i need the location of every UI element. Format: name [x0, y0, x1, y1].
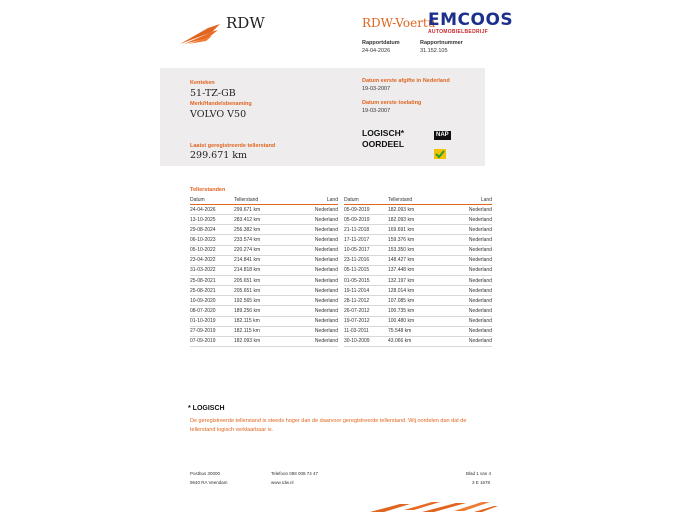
cell-datum: 06-10-2023	[190, 235, 234, 245]
footer-code: 3 E 1678	[472, 480, 491, 485]
cell-datum: 10-05-2017	[344, 245, 388, 255]
cell-datum: 01-10-2019	[190, 316, 234, 326]
table-row	[344, 326, 492, 336]
table-row	[344, 255, 492, 265]
cell-datum: 25-08-2021	[190, 286, 234, 296]
table-row	[344, 336, 492, 346]
cell-datum: 19-07-2012	[344, 316, 388, 326]
cell-tellerstand: 159.376 km	[388, 235, 444, 245]
oordeel-verdict	[362, 128, 404, 150]
table-row	[344, 286, 492, 296]
cell-tellerstand: 107.085 km	[388, 296, 444, 306]
tellerstand-label: Laatst geregistreerde tellerstand	[190, 143, 276, 149]
table-row	[190, 205, 338, 215]
table-row	[190, 255, 338, 265]
cell-datum: 28-11-2012	[344, 296, 388, 306]
cell-tellerstand: 100.735 km	[388, 306, 444, 316]
cell-tellerstand: 256.382 km	[234, 225, 290, 235]
cell-land: Nederland	[444, 255, 492, 265]
cell-tellerstand: 153.350 km	[388, 245, 444, 255]
cell-land: Nederland	[444, 205, 492, 215]
cell-tellerstand: 128.014 km	[388, 286, 444, 296]
table-row	[344, 316, 492, 326]
cell-datum: 08-07-2020	[190, 306, 234, 316]
cell-datum: 27-09-2019	[190, 326, 234, 336]
merk-value: VOLVO V50	[190, 109, 247, 120]
table-row	[190, 245, 338, 255]
cell-tellerstand: 75.548 km	[388, 326, 444, 336]
cell-land: Nederland	[444, 286, 492, 296]
cell-tellerstand: 214.841 km	[234, 255, 290, 265]
col-datum: Datum	[190, 196, 234, 205]
footer-telefoon: Telefoon 088 008 74 47	[271, 471, 319, 476]
note-text: De geregistreerde tellerstand is steeds hoger dan de daarvoor geregistreerde tellerstand. Wij oordelen dan dat de tellerstand logisch verklaarbaar is.	[190, 418, 467, 433]
cell-datum: 21-11-2018	[344, 225, 388, 235]
cell-datum: 23-11-2016	[344, 255, 388, 265]
report-title: RDW-Voertu	[362, 16, 436, 30]
cell-tellerstand: 169.691 km	[388, 225, 444, 235]
brand-name: RDW	[226, 14, 265, 32]
cell-datum: 10-09-2020	[190, 296, 234, 306]
cell-land: Nederland	[290, 235, 338, 245]
odometer-table-left	[190, 196, 338, 347]
emcoos-name: EMCOOS	[428, 10, 514, 30]
cell-tellerstand: 205.651 km	[234, 275, 290, 285]
odometer-table-right	[344, 196, 492, 347]
table-row	[190, 265, 338, 275]
cell-datum: 07-09-2019	[190, 336, 234, 346]
cell-land: Nederland	[290, 255, 338, 265]
nap-badge	[434, 127, 467, 139]
table-row	[190, 275, 338, 285]
cell-tellerstand: 137.448 km	[388, 265, 444, 275]
footer-postbus: Postbus 30000	[190, 471, 221, 476]
cell-land: Nederland	[444, 306, 492, 316]
decorative-stripes-icon	[370, 498, 498, 514]
note-title: * LOGISCH	[188, 405, 225, 412]
cell-land: Nederland	[290, 275, 338, 285]
eerste-afgifte-label: Datum eerste afgifte in Nederland	[362, 78, 450, 84]
cell-datum: 13-10-2025	[190, 215, 234, 225]
kenteken-value: 51-TZ-GB	[190, 88, 236, 99]
cell-datum: 23-04-2022	[190, 255, 234, 265]
cell-datum: 05-09-2019	[344, 205, 388, 215]
rapportnummer-label: Rapportnummer	[420, 40, 463, 46]
table-row	[344, 215, 492, 225]
table-row	[190, 235, 338, 245]
cell-tellerstand: 182.093 km	[388, 215, 444, 225]
table-row	[190, 306, 338, 316]
cell-land: Nederland	[290, 326, 338, 336]
table-row	[190, 326, 338, 336]
cell-tellerstand: 182.093 km	[234, 336, 290, 346]
table-row	[190, 336, 338, 346]
table-row	[190, 286, 338, 296]
table-row	[344, 235, 492, 245]
table-row	[190, 215, 338, 225]
cell-tellerstand: 100.480 km	[388, 316, 444, 326]
rapportdatum-value: 24-04-2026	[362, 48, 391, 54]
tellerstanden-title: Tellerstanden	[190, 187, 226, 193]
cell-tellerstand: 182.115 km	[234, 326, 290, 336]
cell-datum: 19-11-2014	[344, 286, 388, 296]
cell-tellerstand: 299.671 km	[234, 205, 290, 215]
table-row	[190, 296, 338, 306]
cell-datum: 31-03-2022	[190, 265, 234, 275]
cell-datum: 29-08-2024	[190, 225, 234, 235]
table-row	[344, 275, 492, 285]
cell-land: Nederland	[290, 306, 338, 316]
rapportnummer-value: 31.152.105	[420, 48, 448, 54]
table-row	[344, 306, 492, 316]
cell-land: Nederland	[444, 215, 492, 225]
rdw-logo-icon	[178, 22, 222, 46]
cell-land: Nederland	[444, 326, 492, 336]
eerste-toelating-value: 19-03-2007	[362, 108, 391, 114]
emcoos-subtitle: AUTOMOBIELBEDRIJF	[428, 29, 489, 35]
cell-land: Nederland	[444, 245, 492, 255]
cell-datum: 30-10-2009	[344, 336, 388, 346]
cell-tellerstand: 205.651 km	[234, 286, 290, 296]
cell-land: Nederland	[290, 265, 338, 275]
table-row	[190, 316, 338, 326]
rapportdatum-label: Rapportdatum	[362, 40, 400, 46]
eerste-afgifte-value: 19-03-2007	[362, 86, 391, 92]
footer-web[interactable]: www.rdw.nl	[271, 480, 294, 485]
table-row	[190, 225, 338, 235]
cell-tellerstand: 132.197 km	[388, 275, 444, 285]
cell-land: Nederland	[444, 225, 492, 235]
table-row	[344, 296, 492, 306]
cell-tellerstand: 233.574 km	[234, 235, 290, 245]
col-datum: Datum	[344, 196, 388, 205]
cell-tellerstand: 43.066 km	[388, 336, 444, 346]
nap-label: NAP	[436, 132, 449, 139]
cell-tellerstand: 220.274 km	[234, 245, 290, 255]
table-row	[344, 225, 492, 235]
cell-land: Nederland	[444, 235, 492, 245]
cell-land: Nederland	[444, 336, 492, 346]
cell-datum: 17-11-2017	[344, 235, 388, 245]
col-land: Land	[290, 196, 338, 205]
cell-land: Nederland	[290, 286, 338, 296]
checkmark-icon	[434, 149, 446, 159]
cell-land: Nederland	[290, 205, 338, 215]
tellerstand-value: 299.671 km	[190, 150, 248, 161]
cell-land: Nederland	[290, 296, 338, 306]
cell-land: Nederland	[290, 225, 338, 235]
cell-tellerstand: 182.115 km	[234, 316, 290, 326]
cell-datum: 25-08-2021	[190, 275, 234, 285]
cell-land: Nederland	[444, 265, 492, 275]
cell-land: Nederland	[444, 316, 492, 326]
cell-datum: 05-11-2015	[344, 265, 388, 275]
cell-land: Nederland	[444, 275, 492, 285]
cell-land: Nederland	[444, 296, 492, 306]
table-row	[344, 265, 492, 275]
cell-land: Nederland	[290, 336, 338, 346]
cell-datum: 11-03-2011	[344, 326, 388, 336]
kenteken-label: Kenteken	[190, 80, 215, 86]
cell-land: Nederland	[290, 215, 338, 225]
col-tellerstand: Tellerstand	[234, 196, 290, 205]
table-row	[344, 205, 492, 215]
emcoos-logo	[428, 12, 518, 38]
cell-datum: 24-04-2026	[190, 205, 234, 215]
cell-tellerstand: 283.412 km	[234, 215, 290, 225]
cell-land: Nederland	[290, 245, 338, 255]
cell-datum: 01-05-2015	[344, 275, 388, 285]
cell-tellerstand: 148.427 km	[388, 255, 444, 265]
table-row	[344, 245, 492, 255]
oordeel-line1: LOGISCH*	[362, 128, 405, 138]
oordeel-line2: OORDEEL	[362, 139, 405, 149]
cell-tellerstand: 182.093 km	[388, 205, 444, 215]
col-tellerstand: Tellerstand	[388, 196, 444, 205]
footer-plaats: 9640 RA Veendam	[190, 480, 228, 485]
cell-tellerstand: 214.818 km	[234, 265, 290, 275]
cell-tellerstand: 189.256 km	[234, 306, 290, 316]
cell-datum: 05-09-2019	[344, 215, 388, 225]
cell-datum: 26-07-2012	[344, 306, 388, 316]
eerste-toelating-label: Datum eerste toelating	[362, 100, 422, 106]
footer-blad: Blad 1 van 4	[466, 471, 492, 476]
merk-label: Merk/Handelsbenaming	[190, 101, 252, 107]
cell-land: Nederland	[290, 316, 338, 326]
col-land: Land	[444, 196, 492, 205]
cell-tellerstand: 192.565 km	[234, 296, 290, 306]
cell-datum: 05-10-2022	[190, 245, 234, 255]
